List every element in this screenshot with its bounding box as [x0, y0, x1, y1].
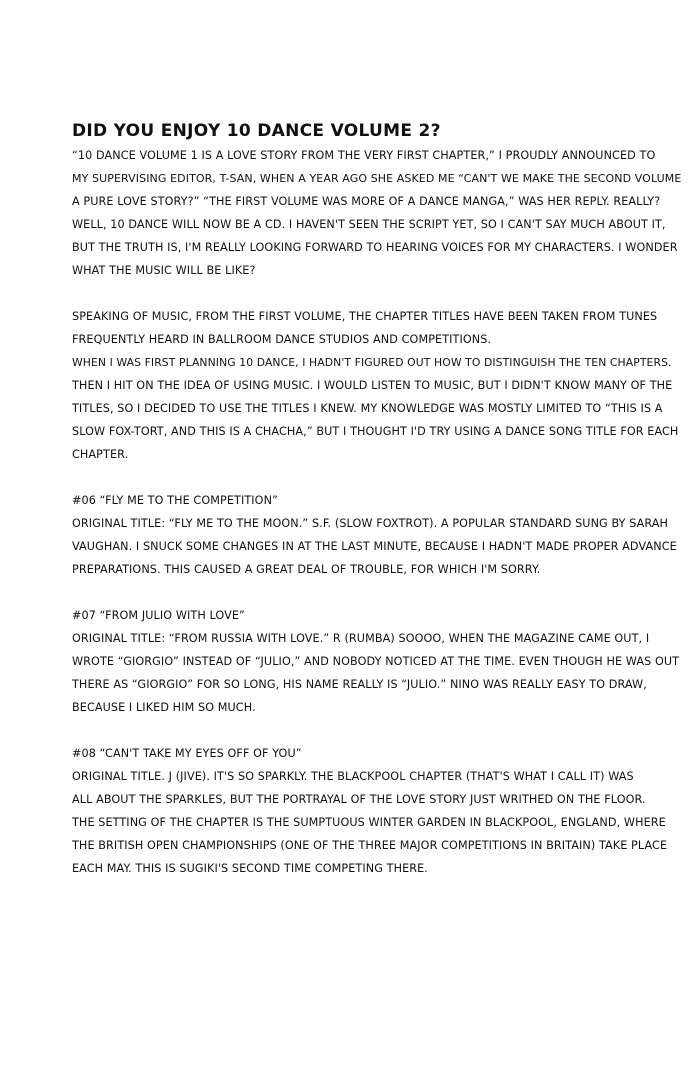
text-line: ALL ABOUT THE SPARKLES, BUT THE PORTRAYAL OF THE LOVE STORY JUST WRITHED ON THE FLOOR.: [72, 793, 646, 806]
body-text: [72, 144, 682, 880]
text-line: #08 “CAN'T TAKE MY EYES OFF OF YOU”: [72, 747, 302, 760]
paragraph-gap: [72, 581, 682, 604]
text-line: ORIGINAL TITLE: “FLY ME TO THE MOON.” S.F. (SLOW FOXTROT). A POPULAR STANDARD SUNG BY SARAH: [72, 517, 669, 530]
text-line: #07 “FROM JULIO WITH LOVE”: [72, 609, 245, 622]
text-page: [72, 118, 682, 880]
text-line: BUT THE TRUTH IS, I'M REALLY LOOKING FORWARD TO HEARING VOICES FOR MY CHARACTERS. I WONDER: [72, 241, 678, 254]
text-line: MY SUPERVISING EDITOR, T-SAN, WHEN A YEAR AGO SHE ASKED ME “CAN'T WE MAKE THE SECOND VOLUME: [72, 172, 682, 185]
text-line: ORIGINAL TITLE: “FROM RUSSIA WITH LOVE.” R (RUMBA) SOOOO, WHEN THE MAGAZINE CAME OUT, I: [72, 632, 650, 645]
text-line: WROTE “GIORGIO” INSTEAD OF “JULIO,” AND NOBODY NOTICED AT THE TIME. EVEN THOUGH HE WAS OUT: [72, 655, 680, 668]
text-line: THE BRITISH OPEN CHAMPIONSHIPS (ONE OF THE THREE MAJOR COMPETITIONS IN BRITAIN) TAKE PLACE: [72, 839, 668, 852]
text-line: THEN I HIT ON THE IDEA OF USING MUSIC. I WOULD LISTEN TO MUSIC, BUT I DIDN'T KNOW MANY OF THE: [72, 379, 673, 392]
text-line: SPEAKING OF MUSIC, FROM THE FIRST VOLUME, THE CHAPTER TITLES HAVE BEEN TAKEN FROM TUNES: [72, 310, 658, 323]
text-line: #06 “FLY ME TO THE COMPETITION”: [72, 494, 278, 507]
text-line: WHAT THE MUSIC WILL BE LIKE?: [72, 264, 256, 277]
text-line: THERE AS “GIORGIO” FOR SO LONG, HIS NAME REALLY IS “JULIO.” NINO WAS REALLY EASY TO DRAW,: [72, 678, 647, 691]
text-line: EACH MAY. THIS IS SUGIKI'S SECOND TIME COMPETING THERE.: [72, 862, 428, 875]
text-line: CHAPTER.: [72, 448, 129, 461]
text-line: PREPARATIONS. THIS CAUSED A GREAT DEAL OF TROUBLE, FOR WHICH I'M SORRY.: [72, 563, 541, 576]
text-line: SLOW FOX-TORT, AND THIS IS A CHACHA,” BUT I THOUGHT I'D TRY USING A DANCE SONG TITLE FOR EACH: [72, 425, 679, 438]
text-line: WHEN I WAS FIRST PLANNING 10 DANCE, I HADN'T FIGURED OUT HOW TO DISTINGUISH THE TEN CHAPTERS.: [72, 356, 672, 369]
text-line: THE SETTING OF THE CHAPTER IS THE SUMPTUOUS WINTER GARDEN IN BLACKPOOL, ENGLAND, WHERE: [72, 816, 666, 829]
paragraph-gap: [72, 282, 682, 305]
paragraph-gap: [72, 466, 682, 489]
paragraph-gap: [72, 719, 682, 742]
page-title: DID YOU ENJOY 10 DANCE VOLUME 2?: [72, 121, 441, 141]
text-line: FREQUENTLY HEARD IN BALLROOM DANCE STUDIOS AND COMPETITIONS.: [72, 333, 492, 346]
text-line: BECAUSE I LIKED HIM SO MUCH.: [72, 701, 256, 714]
text-line: TITLES, SO I DECIDED TO USE THE TITLES I KNEW. MY KNOWLEDGE WAS MOSTLY LIMITED TO “THIS IS A: [72, 402, 663, 415]
text-line: WELL, 10 DANCE WILL NOW BE A CD. I HAVEN'T SEEN THE SCRIPT YET, SO I CAN'T SAY MUCH ABOUT IT,: [72, 218, 666, 231]
text-line: “10 DANCE VOLUME 1 IS A LOVE STORY FROM THE VERY FIRST CHAPTER,” I PROUDLY ANNOUNCED TO: [72, 149, 656, 162]
text-line: VAUGHAN. I SNUCK SOME CHANGES IN AT THE LAST MINUTE, BECAUSE I HADN'T MADE PROPER ADVANCE: [72, 540, 677, 553]
text-line: A PURE LOVE STORY?” “THE FIRST VOLUME WAS MORE OF A DANCE MANGA,” WAS HER REPLY. REALLY?: [72, 195, 661, 208]
text-line: ORIGINAL TITLE. J (JIVE). IT'S SO SPARKLY. THE BLACKPOOL CHAPTER (THAT'S WHAT I CALL IT) WAS: [72, 770, 634, 783]
